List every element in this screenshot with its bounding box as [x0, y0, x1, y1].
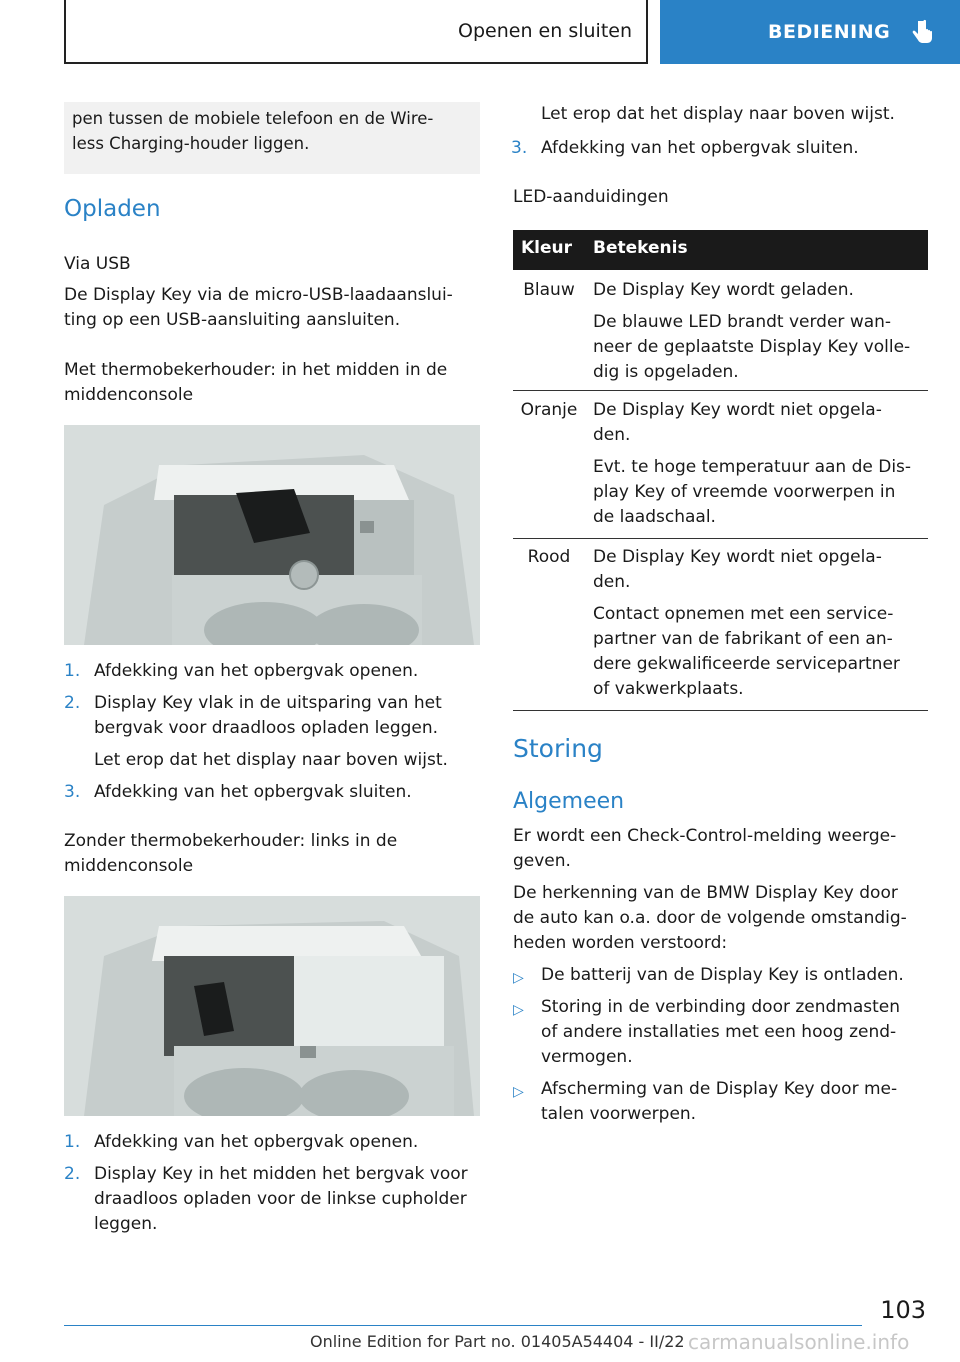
- chapter-title: BEDIENING: [768, 21, 891, 43]
- text-line: bergvak voor draadloos opladen leggen.: [94, 718, 439, 738]
- text-line: den.: [593, 425, 631, 445]
- text-line: Contact opnemen met een service-: [593, 604, 894, 624]
- text-line: draadloos opladen voor de linkse cupholder: [94, 1189, 467, 1209]
- list-item: [511, 136, 931, 161]
- text-line: vermogen.: [541, 1047, 633, 1067]
- list-item: [513, 995, 933, 1070]
- text-line: Display Key in het midden het bergvak voor: [94, 1164, 468, 1184]
- bullet-triangle-icon: ▷: [513, 1084, 524, 1100]
- text-line: of andere installaties met een hoog zend-: [541, 1022, 897, 1042]
- bullet-list: [513, 963, 933, 1127]
- text-line: Let erop dat het display naar boven wijst.: [94, 750, 448, 770]
- step-number: 3.: [511, 138, 528, 158]
- text-line: Er wordt een Check-Control-melding weerge-: [513, 826, 897, 846]
- text-line: Afdekking van het opbergvak sluiten.: [541, 138, 859, 158]
- without-holder-title: [64, 829, 484, 879]
- section-title: Openen en sluiten: [458, 20, 632, 42]
- cell-meaning: [593, 545, 923, 702]
- text-line: De Display Key wordt niet opgela-: [593, 400, 882, 420]
- steps-list-a: [64, 659, 484, 805]
- note-line: less Charging-houder liggen.: [72, 134, 310, 153]
- page-number: 103: [880, 1296, 926, 1324]
- text-line: De blauwe LED brandt verder wan-: [593, 312, 892, 332]
- text-line: middenconsole: [64, 856, 194, 876]
- list-item: [64, 748, 484, 773]
- algemeen-paragraph-2: [513, 881, 933, 956]
- edition-text: Online Edition for Part no. 01405A54404 - II/22: [310, 1332, 685, 1351]
- header-chapter-tab[interactable]: [660, 0, 960, 64]
- text-line: De Display Key wordt geladen.: [593, 280, 854, 300]
- text-line: of vakwerkplaats.: [593, 679, 744, 699]
- cell-color: Oranje: [520, 400, 578, 420]
- text-line: De Display Key via de micro-USB-laadaanslui-: [64, 285, 453, 305]
- subheading-via-usb: Via USB: [64, 254, 131, 274]
- text-line: de laadschaal.: [593, 507, 716, 527]
- cell-color: Blauw: [523, 280, 575, 300]
- step-number: 1.: [64, 1132, 81, 1152]
- steps-list-b: [64, 1130, 484, 1237]
- algemeen-paragraph-1: [513, 824, 933, 874]
- list-item: [513, 1077, 933, 1127]
- cell-color: Rood: [527, 547, 571, 567]
- text-line: neer de geplaatste Display Key volle-: [593, 337, 911, 357]
- table-header-row: [513, 230, 928, 270]
- text-line: play Key of vreemde voorwerpen in: [593, 482, 896, 502]
- text-line: talen voorwerpen.: [541, 1104, 697, 1124]
- led-title: LED-aanduidingen: [513, 187, 669, 207]
- step-number: 2.: [64, 693, 81, 713]
- list-item: [64, 1130, 484, 1155]
- list-item: [64, 691, 484, 741]
- text-line: heden worden verstoord:: [513, 933, 728, 953]
- heading-algemeen: Algemeen: [513, 789, 625, 814]
- footer-divider: [64, 1325, 862, 1326]
- heading-storing: Storing: [513, 734, 603, 763]
- table-row: [513, 278, 585, 303]
- text-line: Afscherming van de Display Key door me-: [541, 1079, 898, 1099]
- text-line: dere gekwalificeerde servicepartner: [593, 654, 900, 674]
- table-divider: [513, 710, 928, 711]
- text-line: partner van de fabrikant of een an-: [593, 629, 893, 649]
- column-header-betekenis: Betekenis: [593, 238, 688, 258]
- text-line: Afdekking van het opbergvak sluiten.: [94, 782, 412, 802]
- text-line: Evt. te hoge temperatuur aan de Dis-: [593, 457, 912, 477]
- bullet-triangle-icon: ▷: [513, 1002, 524, 1018]
- console-photo-with-cupholder: [64, 425, 480, 645]
- heading-opladen: Opladen: [64, 196, 161, 222]
- console-illustration: [64, 896, 480, 1116]
- console-photo-without-cupholder: [64, 896, 480, 1116]
- header-section-title: [64, 0, 648, 64]
- usb-paragraph: [64, 283, 484, 333]
- text-line: De Display Key wordt niet opgela-: [593, 547, 882, 567]
- note-line: pen tussen de mobiele telefoon en de Wire-: [72, 109, 434, 128]
- step-number: 2.: [64, 1164, 81, 1184]
- list-item: [64, 659, 484, 684]
- console-illustration: [64, 425, 480, 645]
- text-line: Afdekking van het opbergvak openen.: [94, 661, 419, 681]
- cell-meaning: [593, 278, 923, 385]
- text-line: de auto kan o.a. door de volgende omstandig-: [513, 908, 907, 928]
- table-divider: [513, 390, 928, 391]
- list-item: [64, 780, 484, 805]
- text-line: Afdekking van het opbergvak openen.: [94, 1132, 419, 1152]
- list-item: [513, 963, 933, 988]
- bullet-triangle-icon: ▷: [513, 970, 524, 986]
- column-header-kleur: Kleur: [521, 238, 573, 258]
- text-line: leggen.: [94, 1214, 158, 1234]
- text-line: geven.: [513, 851, 571, 871]
- text-line: ting op een USB-aansluiting aansluiten.: [64, 310, 401, 330]
- cell-meaning: [593, 398, 923, 530]
- text-line: Zonder thermobekerhouder: links in de: [64, 831, 398, 851]
- step-number: 3.: [64, 782, 81, 802]
- text-line: Met thermobekerhouder: in het midden in de: [64, 360, 448, 380]
- watermark: carmanualsonline.info: [688, 1330, 910, 1354]
- table-divider: [513, 538, 928, 539]
- text-line: middenconsole: [64, 385, 194, 405]
- text-line: De herkenning van de BMW Display Key door: [513, 883, 898, 903]
- hand-pointer-icon: [912, 19, 934, 45]
- step-number: 1.: [64, 661, 81, 681]
- list-item: [64, 1162, 484, 1237]
- continued-step-text: Let erop dat het display naar boven wijst.: [541, 104, 895, 124]
- text-line: den.: [593, 572, 631, 592]
- with-holder-title: [64, 358, 484, 408]
- table-row: [513, 545, 585, 570]
- note-box: [64, 102, 480, 174]
- text-line: Display Key vlak in de uitsparing van het: [94, 693, 442, 713]
- table-row: [513, 398, 585, 423]
- text-line: dig is opgeladen.: [593, 362, 739, 382]
- text-line: Storing in de verbinding door zendmasten: [541, 997, 901, 1017]
- text-line: De batterij van de Display Key is ontladen.: [541, 965, 904, 985]
